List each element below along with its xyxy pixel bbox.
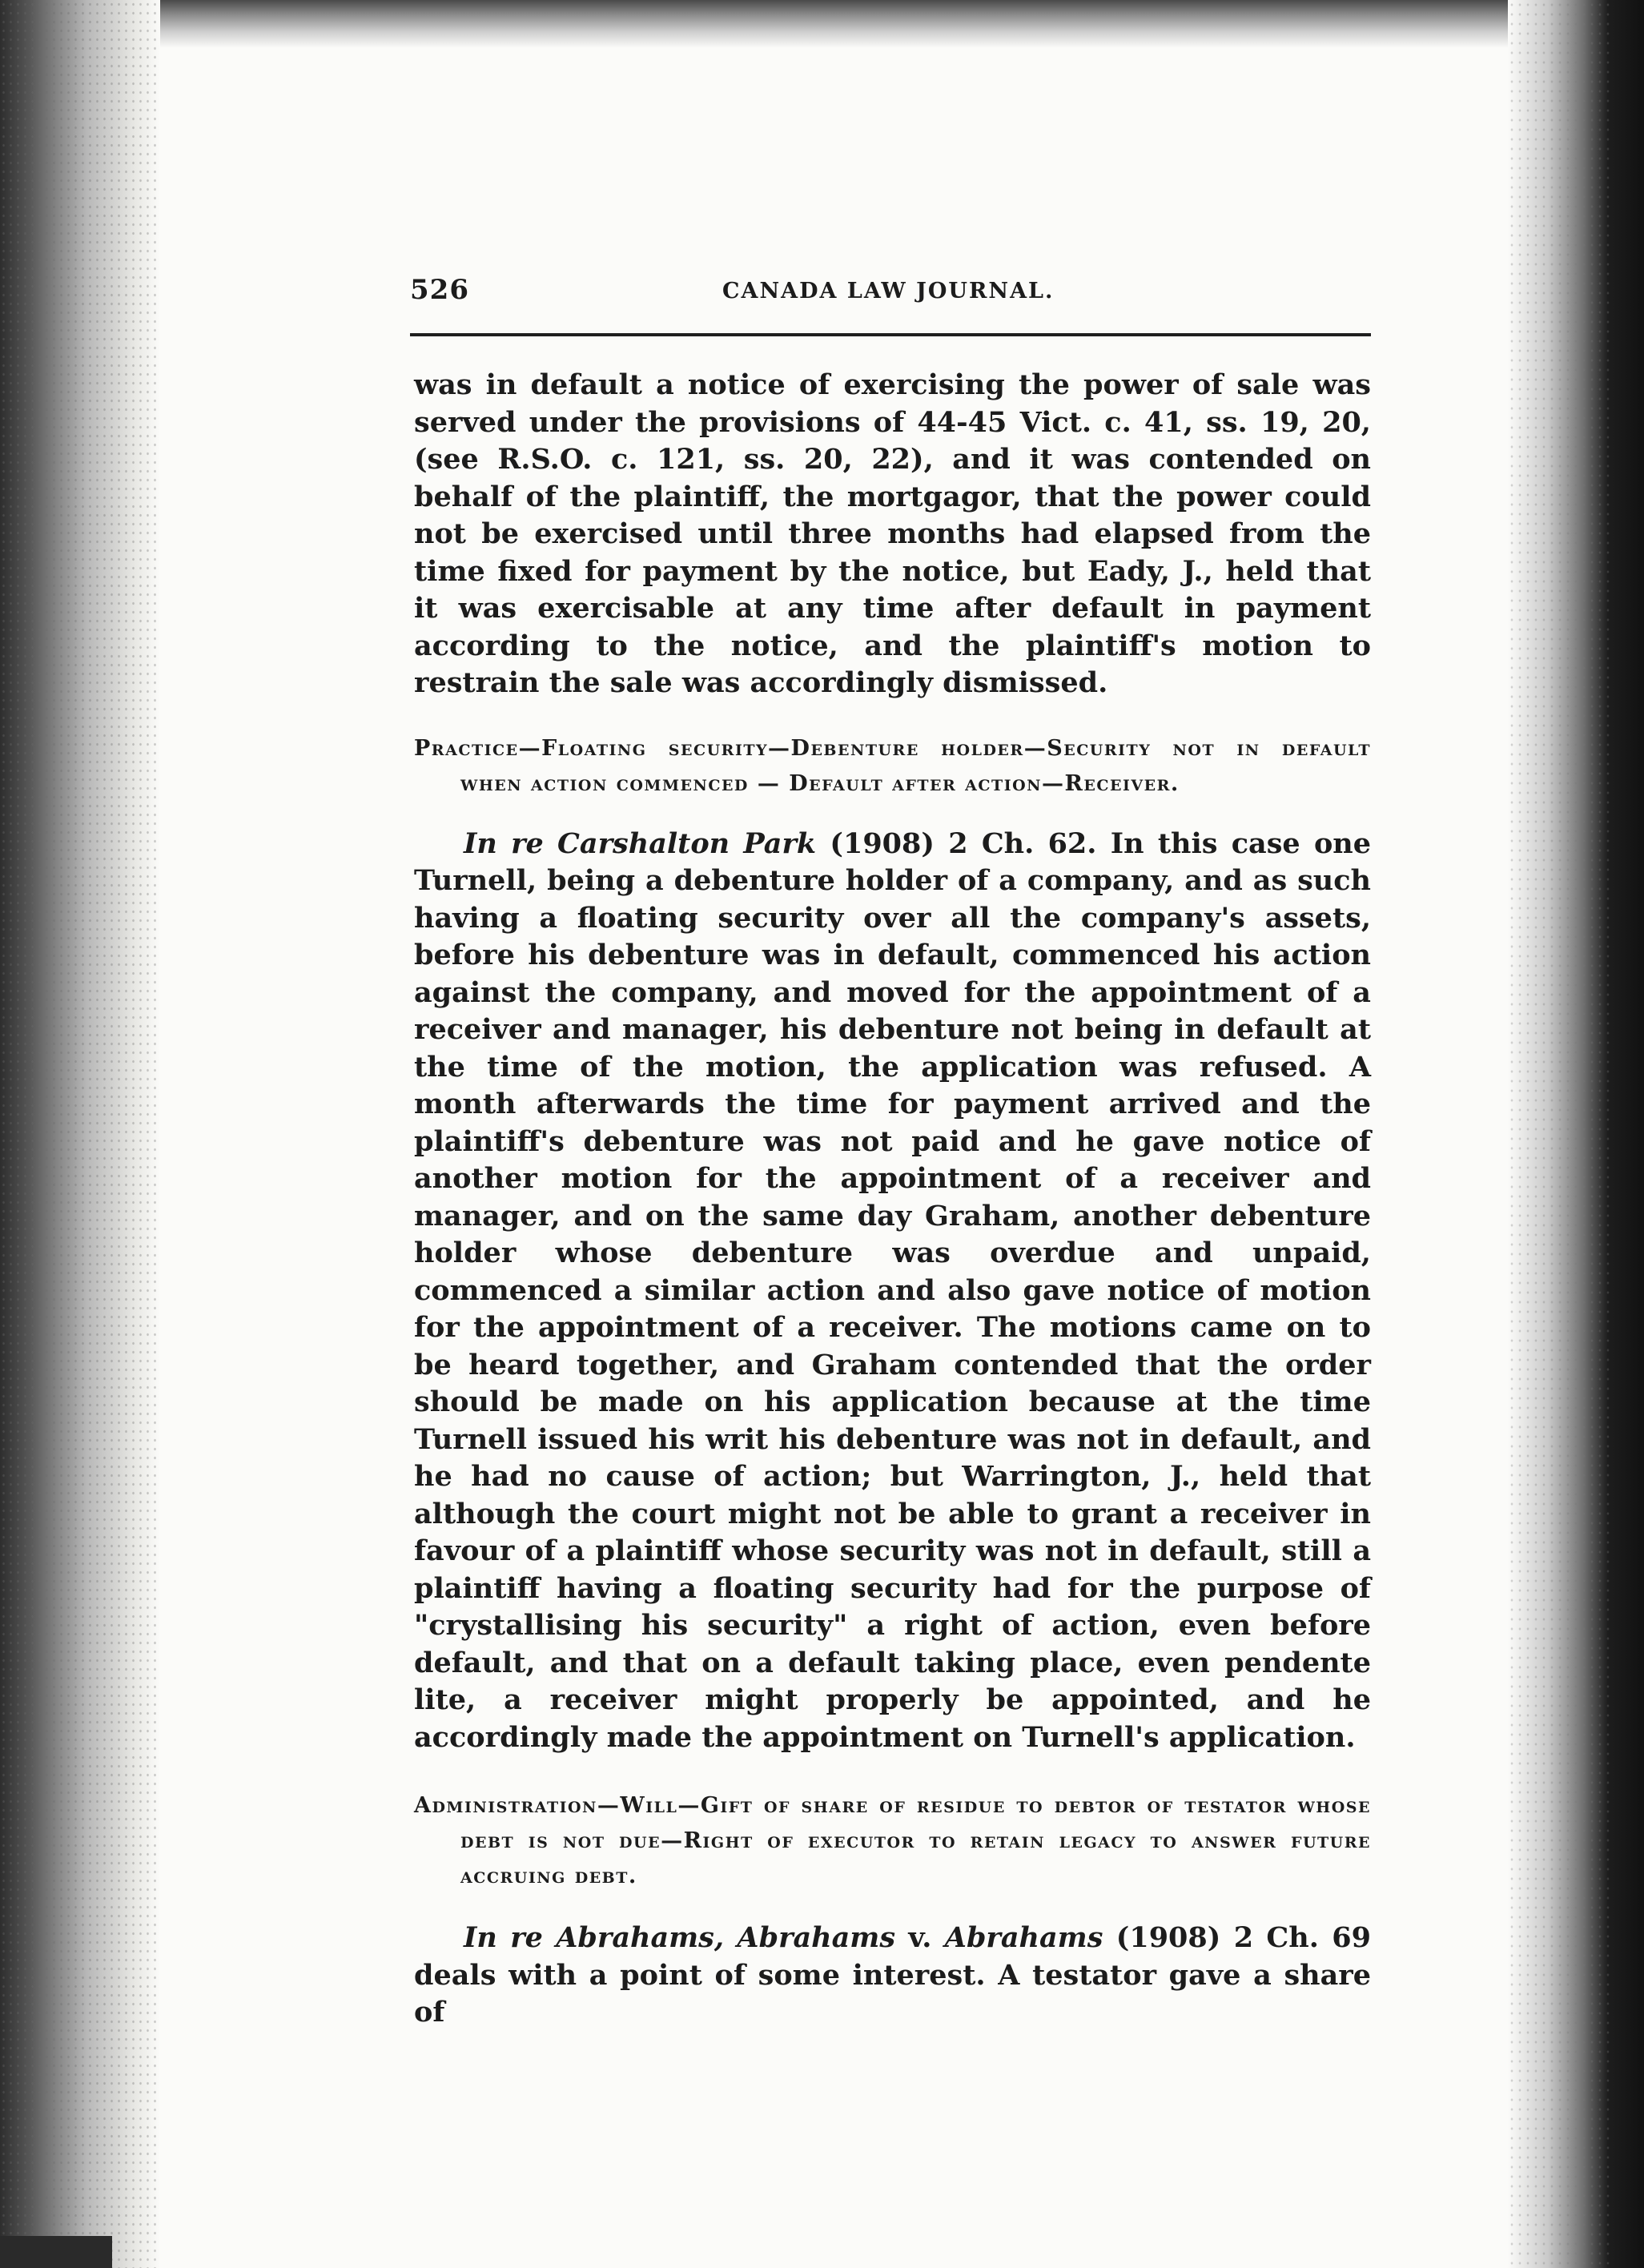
article-body: [414, 367, 1371, 2032]
paragraph-abrahams: [414, 1920, 1371, 2032]
paragraph-carshalton-park: [414, 826, 1371, 1757]
case-name: Abrahams: [944, 1921, 1103, 1954]
section-heading-administration: Administration—Will—Gift of share of residue to debtor of testator whose debt is not due—Right of executor to retain legacy to answer future accruing debt.: [414, 1793, 1371, 1888]
paragraph-text: (1908) 2 Ch. 69 deals with a point of some interest. A testator gave a share of: [414, 1921, 1371, 2029]
paragraph-text: (1908) 2 Ch. 62. In this case one Turnell, being a debenture holder of a company, and as such having a floating security over all the company's assets, before his debenture was in default, commenced his action against the company, and moved for the appointment of a receiver and manager, his debenture not being in default at the time of the motion, the application was refused. A month afterwards the time for payment arrived and the plaintiff's debenture was not paid and he gave notice of another motion for the appointment of a receiver and manager, and on the same day Graham, another debenture holder whose debenture was overdue and unpaid, commenced a similar action and also gave notice of motion for the appointment of a receiver. The motions came on to be heard together, and Graham contended that the order should be made on his application because at the time Turnell issued his writ his debenture was not in default, and he had no cause of action; but Warrington, J., held that although the court might not be able to grant a receiver in favour of a plaintiff whose security was not in default, still a plaintiff having a floating security had for the purpose of "crystallising his security" a right of action, even before default, and that on a default taking place, even pendente lite, a receiver might properly be appointed, and he accordingly made the appointment on Turnell's application.: [414, 826, 1371, 1754]
page-header: [410, 274, 1371, 314]
case-name: In re Carshalton Park: [464, 826, 817, 860]
section-heading-practice: Practice—Floating security—Debenture holder—Security not in default when action commenced — Default after action—Receiver.: [414, 735, 1371, 796]
scan-right-margin: [1508, 0, 1644, 2268]
scan-top-edge: [0, 0, 1644, 48]
case-name: In re Abrahams, Abrahams: [464, 1921, 896, 1954]
case-versus: v.: [895, 1921, 945, 1954]
header-rule: [410, 333, 1371, 336]
scan-corner-shadow: [0, 2236, 112, 2268]
paragraph-continued: was in default a notice of exercising the power of sale was served under the provisions of 44-45 Vict. c. 41, ss. 19, 20, (see R.S.O. c. 121, ss. 20, 22), and it was contended on behalf of the plaintiff, the mortgagor, that the power could not be exercised until three months had elapsed from the time fixed for payment by the notice, but Eady, J., held that it was exercisable at any time after default in payment according to the notice, and the plaintiff's motion to restrain the sale was accordingly dismissed.: [414, 368, 1371, 699]
scan-left-margin: [0, 0, 160, 2268]
running-head: CANADA LAW JOURNAL.: [722, 279, 1055, 304]
page-number: 526: [410, 274, 469, 306]
